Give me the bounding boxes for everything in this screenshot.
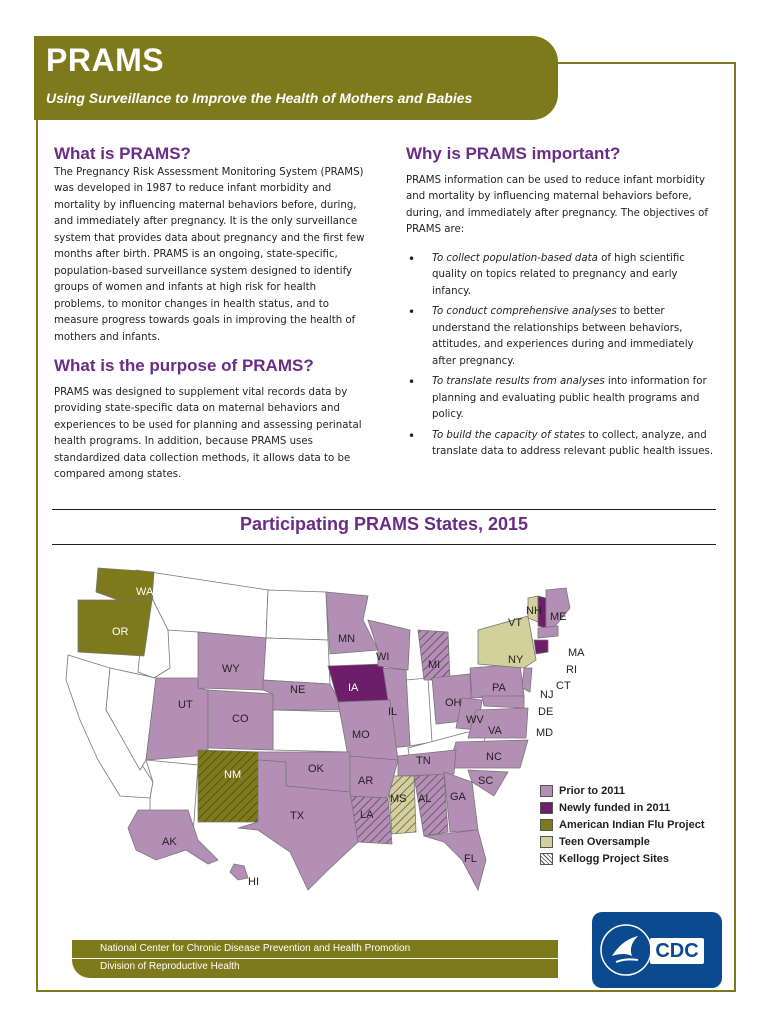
label-or: OR (112, 626, 129, 638)
label-nm: NM (224, 769, 242, 781)
page-subtitle: Using Surveillance to Improve the Health of Mothers and Babies (46, 90, 473, 106)
label-ri: RI (566, 664, 577, 676)
label-ut: UT (178, 699, 193, 711)
label-ia: IA (348, 682, 359, 694)
objective-rest: to collect, analyze, and translate data to address relevant public health issues. (432, 429, 714, 457)
label-wy: WY (222, 663, 240, 675)
label-oh: OH (445, 697, 462, 709)
legend-item (540, 799, 704, 816)
purpose-heading: What is the purpose of PRAMS? (54, 356, 314, 375)
swatch-flu (540, 819, 553, 831)
label-mi: MI (428, 659, 441, 671)
label-mn: MN (338, 633, 356, 645)
label-ne: NE (290, 684, 306, 696)
objective-item (406, 251, 716, 301)
legend-label: Teen Oversample (559, 835, 650, 848)
label-nc: NC (486, 751, 502, 763)
objective-item (406, 428, 716, 461)
what-heading: What is PRAMS? (54, 144, 191, 163)
label-hi: HI (248, 876, 259, 888)
state-ut (146, 678, 208, 760)
state-in (406, 678, 432, 746)
label-il: IL (388, 706, 398, 718)
state-ia (328, 664, 390, 702)
cdc-logo: CDC (650, 938, 704, 964)
legend-label: Newly funded in 2011 (559, 801, 671, 814)
label-tx: TX (290, 810, 305, 822)
map-title: Participating PRAMS States, 2015 (239, 514, 529, 534)
objective-lead: To collect population-based data (432, 252, 598, 264)
footer-center-name: National Center for Chronic Disease Prevention and Health Promotion (100, 943, 411, 954)
state-nd (266, 590, 328, 640)
swatch-new (540, 802, 553, 814)
objective-item (406, 304, 716, 370)
state-ct (534, 640, 548, 654)
legend-item (540, 850, 704, 867)
label-al: AL (418, 793, 432, 805)
label-ok: OK (308, 763, 324, 775)
footer-bar (72, 940, 558, 978)
label-me: ME (550, 611, 567, 623)
legend-item (540, 816, 704, 833)
right-column (406, 146, 716, 465)
legend-label: Kellogg Project Sites (559, 852, 670, 865)
state-nj (522, 668, 532, 692)
state-ny (478, 616, 536, 668)
label-va: VA (488, 725, 502, 737)
legend-item (540, 833, 704, 850)
label-wa: WA (136, 586, 154, 598)
state-ks (273, 710, 350, 752)
label-ar: AR (358, 775, 374, 787)
objective-lead: To build the capacity of states (432, 429, 586, 441)
us-states-map (58, 560, 585, 890)
objective-lead: To translate results from analyses (432, 376, 605, 387)
page-title: PRAMS (46, 42, 165, 78)
legend-item (540, 782, 704, 799)
why-body: PRAMS information can be used to reduce infant morbidity and mortality by influencing maternal behaviors before, during, and immediately after pregnancy. The objectives of PRAMS are: (406, 174, 708, 235)
state-nm (198, 750, 263, 822)
label-ma: MA (568, 647, 585, 659)
purpose-body: PRAMS was designed to supplement vital records data by providing state-specific data on maternal behaviors and experiences to be used for planning and assessing perinatal health programs. In addition, because PRAMS uses standardized data collection methods, it allows data to be compared among states. (54, 386, 362, 480)
label-ak: AK (162, 836, 177, 848)
header-banner (34, 36, 558, 120)
legend-label: Prior to 2011 (559, 784, 626, 797)
label-md: MD (536, 727, 554, 739)
left-column (54, 146, 366, 484)
swatch-prior (540, 785, 553, 797)
objective-rest: to better understand the relationships between behaviors, attitudes, and experiences during and immediately after pregnancy. (432, 306, 694, 367)
legend-label: American Indian Flu Project (559, 818, 705, 831)
label-nj: NJ (540, 689, 554, 701)
footer-division-name: Division of Reproductive Health (100, 961, 240, 972)
objective-item (406, 374, 716, 424)
label-wi: WI (376, 651, 390, 663)
label-ga: GA (450, 791, 466, 803)
label-la: LA (360, 809, 374, 821)
state-mt (150, 572, 268, 638)
label-sc: SC (478, 775, 494, 787)
label-ms: MS (390, 793, 407, 805)
label-fl: FL (464, 853, 477, 865)
objectives-list (406, 251, 716, 461)
label-mo: MO (352, 729, 370, 741)
label-de: DE (538, 706, 554, 718)
why-heading: Why is PRAMS important? (406, 144, 621, 163)
state-al (414, 774, 448, 836)
frame-top-line (556, 62, 736, 64)
label-ny: NY (508, 654, 524, 666)
map-top-rule (52, 509, 716, 510)
state-md (482, 696, 524, 708)
state-ms (388, 776, 416, 834)
label-ct: CT (556, 680, 571, 692)
state-sd (263, 638, 330, 684)
label-nh: NH (526, 605, 542, 617)
map-bottom-rule (52, 544, 716, 545)
objective-rest: of high scientific quality on topics related to pregnancy and early infancy. (432, 252, 685, 297)
state-ma (538, 626, 558, 638)
label-pa: PA (492, 682, 506, 694)
label-wv: WV (466, 714, 484, 726)
swatch-kellogg (540, 853, 553, 865)
label-co: CO (232, 713, 249, 725)
map-legend (540, 782, 704, 867)
label-tn: TN (416, 755, 431, 767)
state-mi (418, 630, 450, 680)
objective-lead: To conduct comprehensive analyses (432, 306, 617, 317)
what-body: The Pregnancy Risk Assessment Monitoring System (PRAMS) was developed in 1987 to reduce infant morbidity and mortality by influencing maternal behaviors before, during, and immediately after pregnancy. It is the only surveillance system that provides data about pregnancy and the first few months after birth. PRAMS is an ongoing, state-specific, population-based surveillance system designed to identify groups of women and infants at high risk for health problems, to monitor changes in health status, and to measure progress towards goals in improving the health of mothers and infants. (54, 166, 365, 343)
state-hi (230, 864, 248, 880)
footer-divider (72, 958, 558, 959)
objective-rest: into information for planning and evaluating public health programs and policy. (432, 376, 707, 420)
state-wy (198, 632, 266, 690)
swatch-teen (540, 836, 553, 848)
label-vt: VT (508, 617, 523, 629)
hhs-eagle-icon (598, 922, 654, 978)
